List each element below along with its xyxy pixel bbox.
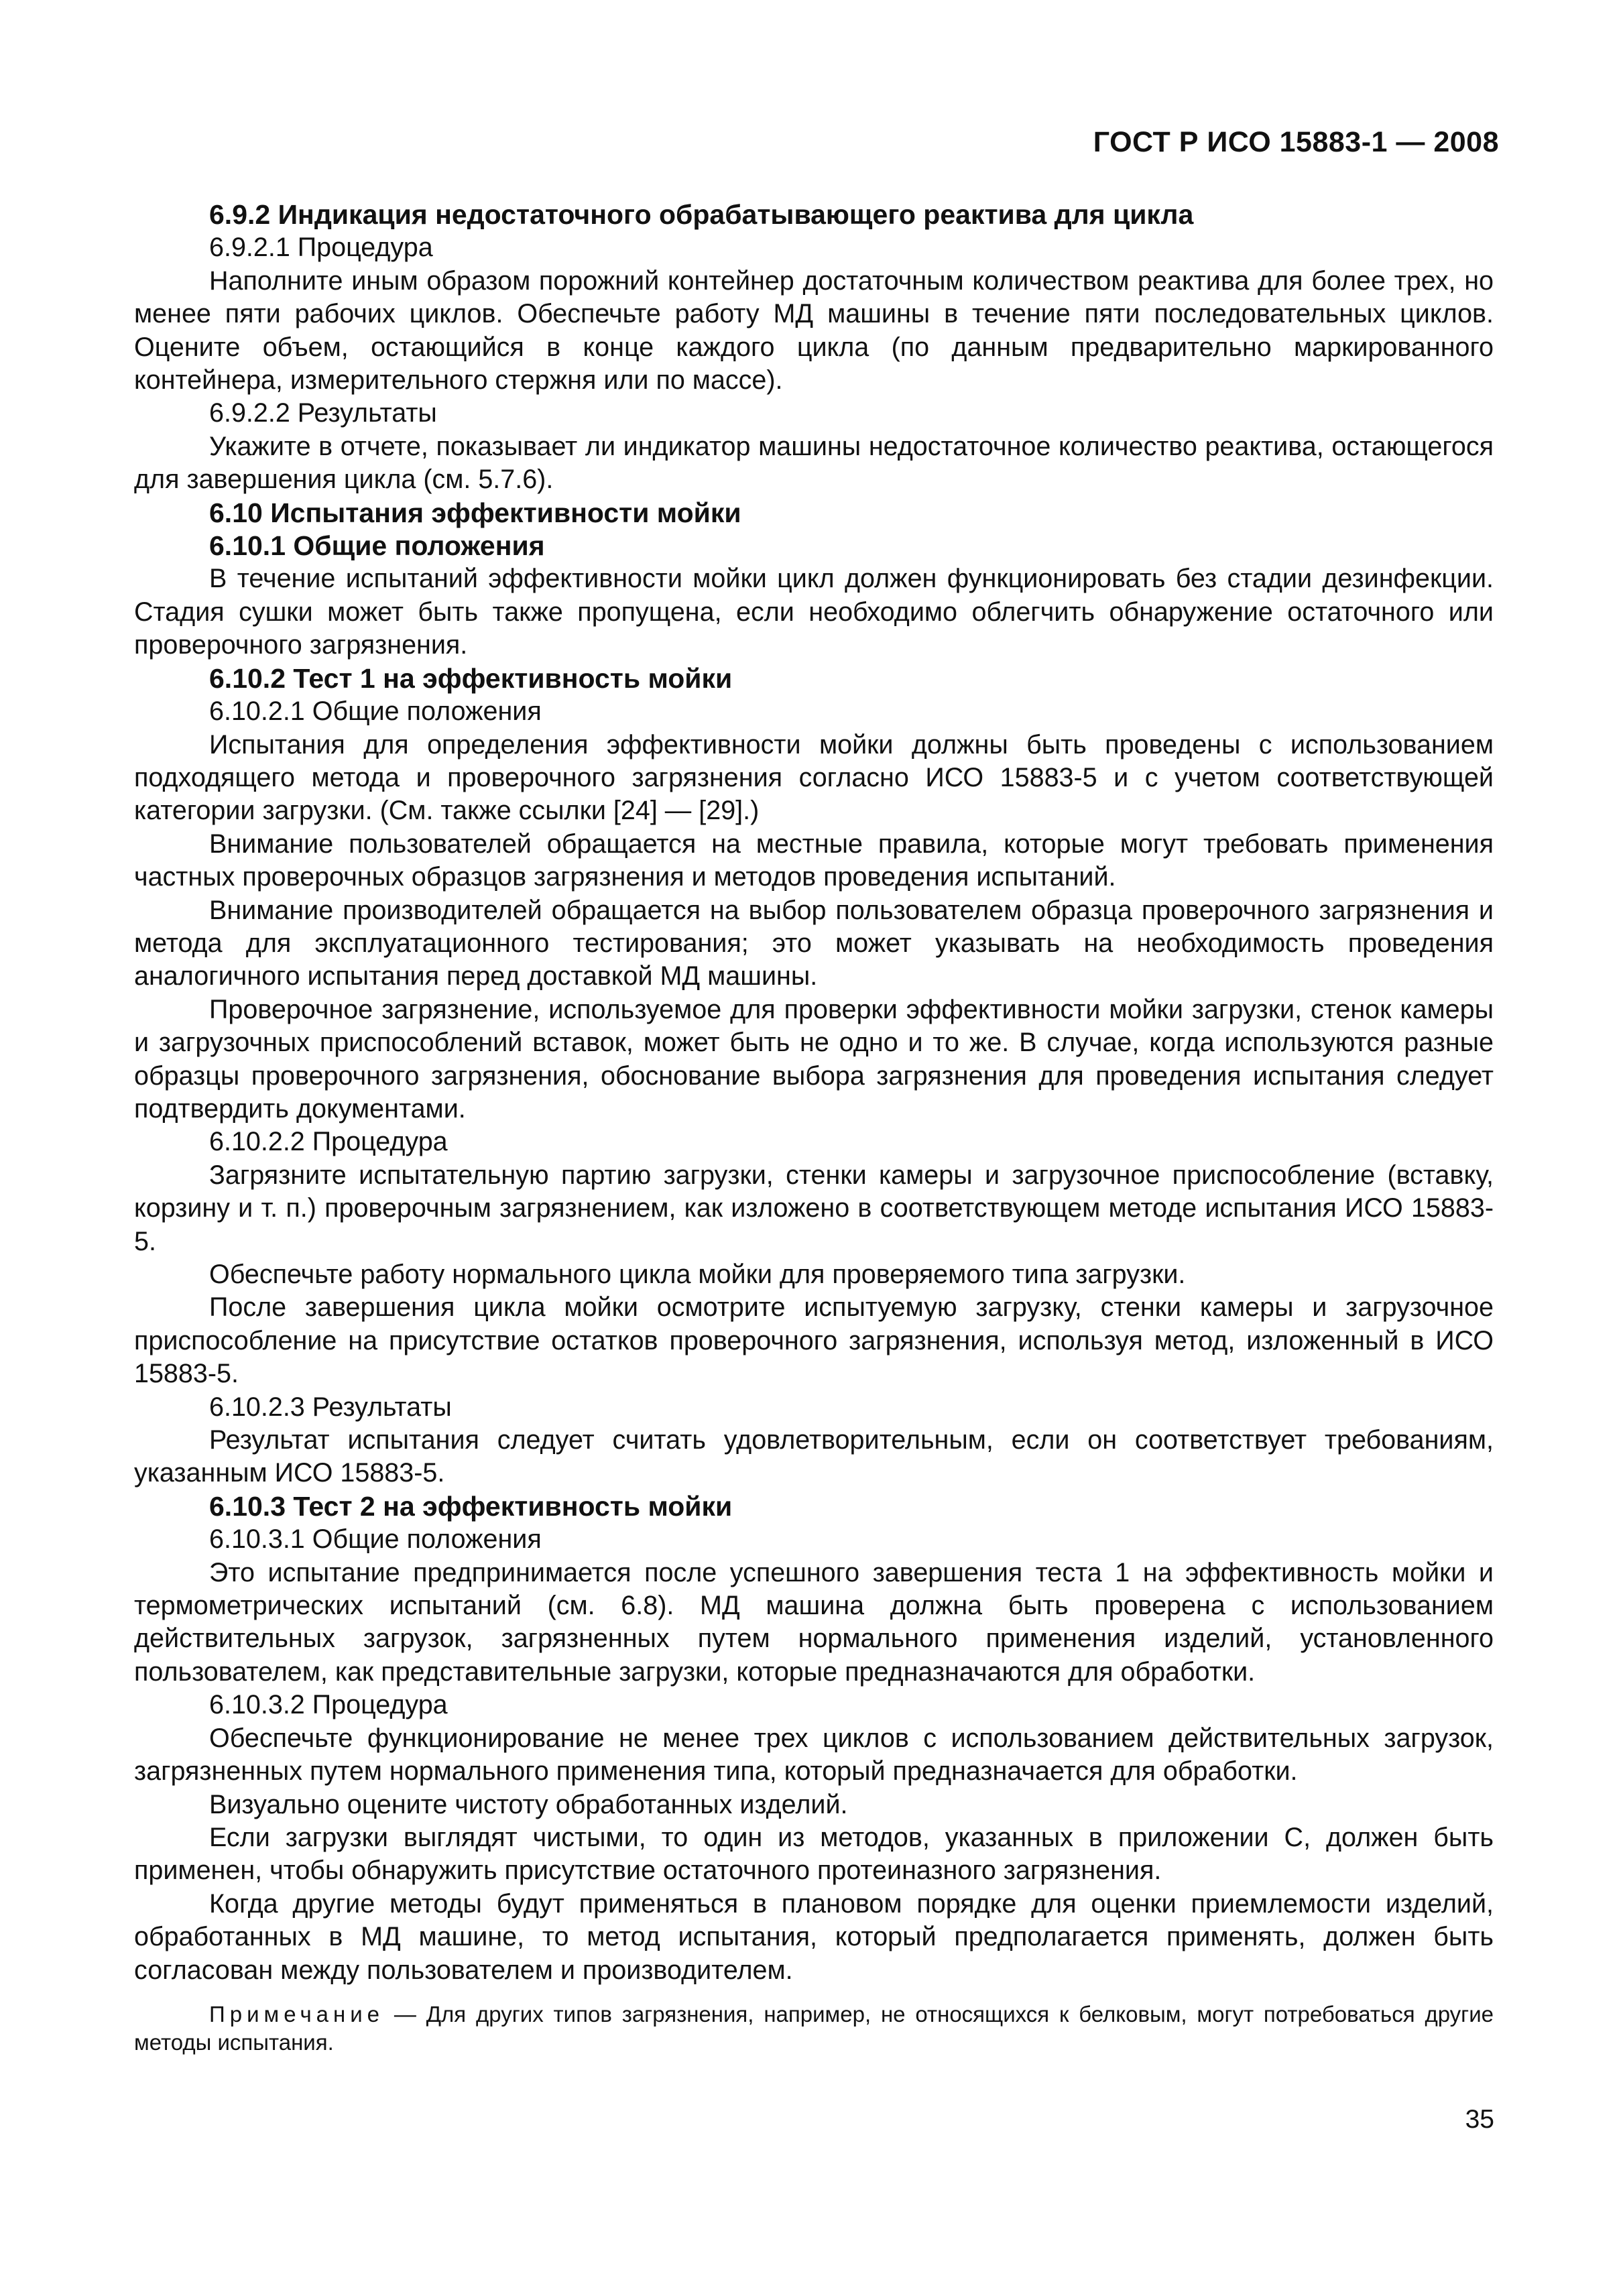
note-paragraph <box>134 2000 1494 2057</box>
body-paragraph: Внимание производителей обращается на выбор пользователем образца проверочного загрязнения и метода для эксплуатационного тестирования; это может указывать на необходимость проведения аналогичного испытания перед доставкой МД машины. <box>134 895 1494 991</box>
subsection-label: 6.10.3.2 Процедура <box>209 1690 448 1720</box>
body-paragraph: Обеспечьте функционирование не менее трех циклов с использованием действительных загрузок, загрязненных путем нормального применения типа, который предназначается для обработки. <box>134 1723 1494 1787</box>
body-paragraph: В течение испытаний эффективности мойки цикл должен функционировать без стадии дезинфекции. Стадия сушки может быть также пропущена, если необходимо облегчить обнаружение остаточного или проверочного загрязнения. <box>134 564 1494 660</box>
subsection-label: 6.10.2.2 Процедура <box>209 1127 448 1157</box>
body-paragraph: Когда другие методы будут применяться в плановом порядке для оценки приемлемости изделий, обработанных в МД машине, то метод испытания, который предполагается применять, должен быть согласован между пользователем и производителем. <box>134 1888 1494 1985</box>
note-text: — Для других типов загрязнения, например, не относящихся к белковым, могут потребоваться другие методы испытания. <box>134 2001 1494 2055</box>
body-paragraph: Внимание пользователей обращается на местные правила, которые могут требовать применения частных проверочных образцов загрязнения и методов проведения испытаний. <box>134 829 1494 892</box>
body-paragraph: Проверочное загрязнение, используемое для проверки эффективности мойки загрузки, стенок камеры и загрузочных приспособлений вставок, может быть не одно и то же. В случае, когда используются разные образцы проверочного загрязнения, обоснование выбора загрязнения для проведения испытания следует подтвердить документами. <box>134 994 1494 1124</box>
section-heading: 6.10.1 Общие положения <box>209 530 545 562</box>
subsection-label: 6.9.2.2 Результаты <box>209 398 437 428</box>
document-body <box>134 198 1494 2079</box>
body-paragraph: Это испытание предпринимается после успешного завершения теста 1 на эффективность мойки и термометрических испытаний (см. 6.8). МД машина должна быть проверена с использованием действительных загрузок, загрязненных путем нормального применения изделий, установленного пользователем, как представительные загрузки, которые предназначаются для обработки. <box>134 1557 1494 1687</box>
text-blocks <box>134 198 1494 1987</box>
body-paragraph: Испытания для определения эффективности мойки должны быть проведены с использованием подходящего метода и проверочного загрязнения согласно ИСО 15883-5 и с учетом соответствующей категории загрузки. (См. также ссылки [24] — [29].) <box>134 729 1494 826</box>
body-paragraph: Обеспечьте работу нормального цикла мойки для проверяемого типа загрузки. <box>209 1260 1186 1289</box>
subsection-label: 6.10.3.1 Общие положения <box>209 1524 542 1555</box>
body-paragraph: Наполните иным образом порожний контейнер достаточным количеством реактива для более трех, но менее пяти рабочих циклов. Обеспечьте работу МД машины в течение пяти последовательных циклов. Оцените объем, остающийся в конце каждого цикла (по данным предварительно маркированного контейнера, измерительного стержня или по массе). <box>134 265 1494 396</box>
document-code-header: ГОСТ Р ИСО 15883-1 — 2008 <box>1093 126 1499 158</box>
subsection-label: 6.10.2.1 Общие положения <box>209 697 542 727</box>
section-heading: 6.10 Испытания эффективности мойки <box>209 497 741 528</box>
body-paragraph: Загрязните испытательную партию загрузки, стенки камеры и загрузочное приспособление (вставку, корзину и т. п.) проверочным загрязнением, как изложено в соответствующем методе испытания ИСО 15883-5. <box>134 1160 1494 1256</box>
section-heading: 6.10.3 Тест 2 на эффективность мойки <box>209 1490 733 1522</box>
subsection-label: 6.9.2.1 Процедура <box>209 233 433 263</box>
page-number: 35 <box>1465 2105 1494 2134</box>
body-paragraph: Результат испытания следует считать удовлетворительным, если он соответствует требованиям, указанным ИСО 15883-5. <box>134 1425 1494 1488</box>
subsection-label: 6.10.2.3 Результаты <box>209 1392 452 1422</box>
body-paragraph: Визуально оцените чистоту обработанных изделий. <box>209 1789 848 1819</box>
section-heading: 6.10.2 Тест 1 на эффективность мойки <box>209 662 733 694</box>
body-paragraph: Укажите в отчете, показывает ли индикатор машины недостаточное количество реактива, остающегося для завершения цикла (см. 5.7.6). <box>134 431 1494 495</box>
section-heading: 6.9.2 Индикация недостаточного обрабатывающего реактива для цикла <box>209 199 1194 230</box>
note-label: Примечание <box>209 2001 385 2027</box>
body-paragraph: После завершения цикла мойки осмотрите испытуемую загрузку, стенки камеры и загрузочное приспособление на присутствие остатков проверочного загрязнения, используя метод, изложенный в ИСО 15883-5. <box>134 1292 1494 1389</box>
body-paragraph: Если загрузки выглядят чистыми, то один из методов, указанных в приложении С, должен быть применен, чтобы обнаружить присутствие остаточного протеиназного загрязнения. <box>134 1822 1494 1886</box>
